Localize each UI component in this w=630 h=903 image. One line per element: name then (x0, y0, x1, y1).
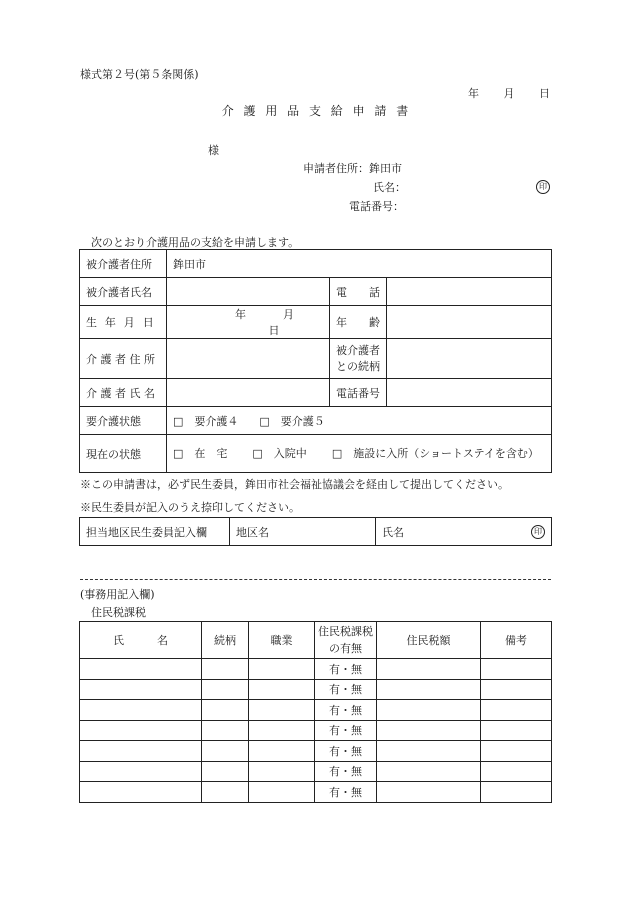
table-row (80, 679, 552, 700)
cell-name[interactable] (80, 700, 202, 721)
carer-address-label: 介 護 者 住 所 (80, 339, 167, 379)
insured-address-label: 被介護者住所 (80, 250, 167, 278)
page-title: 介 護 用 品 支 給 申 請 書 (221, 104, 409, 118)
table-row (80, 659, 552, 680)
cell-tax-status[interactable]: 有・無 (315, 741, 377, 762)
row-birth (80, 306, 552, 339)
cell-remarks[interactable] (481, 679, 552, 700)
cell-occupation[interactable] (249, 659, 315, 680)
cell-relation[interactable] (202, 761, 249, 782)
welfare-commissioner-label: 担当地区民生委員記入欄 (80, 518, 230, 546)
cell-tax-amount[interactable] (377, 720, 481, 741)
row-carer-name (80, 379, 552, 407)
carer-name-label: 介 護 者 氏 名 (80, 379, 167, 407)
applicant-phone: 電話番号： (349, 200, 404, 213)
table-row (80, 700, 552, 721)
status-label: 現在の状態 (80, 435, 167, 473)
cell-relation[interactable] (202, 700, 249, 721)
header-tax-status: 住民税課税の有無 (315, 622, 377, 659)
row-carer-address (80, 339, 552, 379)
insured-name-label: 被介護者氏名 (80, 278, 167, 306)
cell-remarks[interactable] (481, 741, 552, 762)
header-name: 氏 名 (80, 622, 202, 659)
birth-label: 生 年 月 日 (80, 306, 167, 339)
cell-remarks[interactable] (481, 761, 552, 782)
form-number: 様式第２号(第５条関係) (80, 68, 199, 81)
cell-occupation[interactable] (249, 782, 315, 803)
seal-icon: 印 (531, 525, 545, 539)
relation-field[interactable] (387, 339, 552, 379)
cell-tax-status[interactable]: 有・無 (315, 782, 377, 803)
date-year: 年 (468, 87, 479, 100)
cell-remarks[interactable] (481, 782, 552, 803)
cell-tax-amount[interactable] (377, 761, 481, 782)
district-name-field[interactable] (230, 518, 376, 546)
phone-field[interactable] (387, 278, 552, 306)
cell-occupation[interactable] (249, 741, 315, 762)
cell-remarks[interactable] (481, 700, 552, 721)
commissioner-name-label: 氏名 (382, 525, 404, 539)
district-name-label: 地区名 (236, 525, 269, 539)
birth-year: 年 (235, 308, 246, 321)
table-row (80, 782, 552, 803)
cell-relation[interactable] (202, 741, 249, 762)
care-level-4-checkbox[interactable]: □ 要介護４ (173, 414, 239, 428)
applicant-address: 申請者住所：鉾田市 (303, 162, 402, 175)
phone-no-label: 電話番号 (330, 379, 387, 407)
intro-text: 次のとおり介護用品の支給を申請します。 (91, 236, 300, 249)
header-relation: 続柄 (202, 622, 249, 659)
status-home-checkbox[interactable]: □ 在 宅 (173, 447, 228, 460)
cell-relation[interactable] (202, 720, 249, 741)
cut-line (80, 579, 551, 580)
birth-field[interactable] (167, 306, 330, 339)
table-row (80, 761, 552, 782)
applicant-seal (536, 179, 550, 194)
table-row (80, 720, 552, 741)
relation-label: 被介護者との続柄 (330, 339, 387, 379)
welfare-table (79, 517, 552, 546)
age-field[interactable] (387, 306, 552, 339)
header-remarks: 備考 (481, 622, 552, 659)
cell-relation[interactable] (202, 679, 249, 700)
row-insured-address (80, 250, 552, 278)
date-day: 日 (539, 87, 550, 100)
row-status (80, 435, 552, 473)
status-options (167, 435, 552, 473)
cell-tax-status[interactable]: 有・無 (315, 659, 377, 680)
cell-occupation[interactable] (249, 679, 315, 700)
cell-relation[interactable] (202, 782, 249, 803)
seal-icon: 印 (536, 180, 550, 194)
note-seal: ※民生委員が記入のうえ捺印してください。 (80, 501, 300, 514)
tax-table (79, 621, 552, 803)
carer-address-field[interactable] (167, 339, 330, 379)
applicant-name: 氏名： (373, 181, 406, 194)
care-level-5-checkbox[interactable]: □ 要介護５ (259, 414, 325, 428)
cell-tax-amount[interactable] (377, 659, 481, 680)
cell-relation[interactable] (202, 659, 249, 680)
header-occupation: 職業 (249, 622, 315, 659)
commissioner-name-field[interactable] (376, 518, 552, 546)
cell-name[interactable] (80, 782, 202, 803)
tax-label: 住民税課税 (91, 606, 146, 619)
insured-name-field[interactable] (167, 278, 330, 306)
table-row (80, 741, 552, 762)
cell-tax-amount[interactable] (377, 679, 481, 700)
cell-tax-amount[interactable] (377, 782, 481, 803)
cell-occupation[interactable] (249, 700, 315, 721)
date-month: 月 (503, 87, 515, 100)
cell-occupation[interactable] (249, 720, 315, 741)
cell-tax-status[interactable]: 有・無 (315, 761, 377, 782)
care-level-options (167, 407, 552, 435)
status-hospital-checkbox[interactable]: □ 入院中 (252, 447, 307, 460)
status-facility-checkbox[interactable]: □ 施設に入所（ショートステイを含む） (331, 447, 539, 460)
cell-name[interactable] (80, 659, 202, 680)
tax-header-row (80, 622, 552, 659)
birth-month: 月 (283, 308, 294, 321)
cell-remarks[interactable] (481, 720, 552, 741)
row-insured-name (80, 278, 552, 306)
addressee: 様 (208, 144, 219, 157)
insured-address-value[interactable]: 鉾田市 (167, 250, 552, 278)
cell-tax-status[interactable]: 有・無 (315, 720, 377, 741)
cell-occupation[interactable] (249, 761, 315, 782)
main-table (79, 249, 552, 473)
carer-name-field[interactable] (167, 379, 330, 407)
care-level-label: 要介護状態 (80, 407, 167, 435)
phone-no-field[interactable] (387, 379, 552, 407)
cell-tax-status[interactable]: 有・無 (315, 679, 377, 700)
birth-day: 日 (268, 324, 280, 337)
cell-name[interactable] (80, 741, 202, 762)
cell-name[interactable] (80, 720, 202, 741)
cell-tax-status[interactable]: 有・無 (315, 700, 377, 721)
cell-tax-amount[interactable] (377, 741, 481, 762)
note-submission: ※この申請書は，必ず民生委員，鉾田市社会福祉協議会を経由して提出してください。 (80, 478, 509, 491)
age-label: 年 齢 (330, 306, 387, 339)
date-line (468, 85, 550, 101)
row-care-level (80, 407, 552, 435)
cell-name[interactable] (80, 679, 202, 700)
cell-name[interactable] (80, 761, 202, 782)
office-section-label: (事務用記入欄) (80, 588, 155, 601)
cell-tax-amount[interactable] (377, 700, 481, 721)
phone-label: 電 話 (330, 278, 387, 306)
header-tax-amount: 住民税額 (377, 622, 481, 659)
cell-remarks[interactable] (481, 659, 552, 680)
